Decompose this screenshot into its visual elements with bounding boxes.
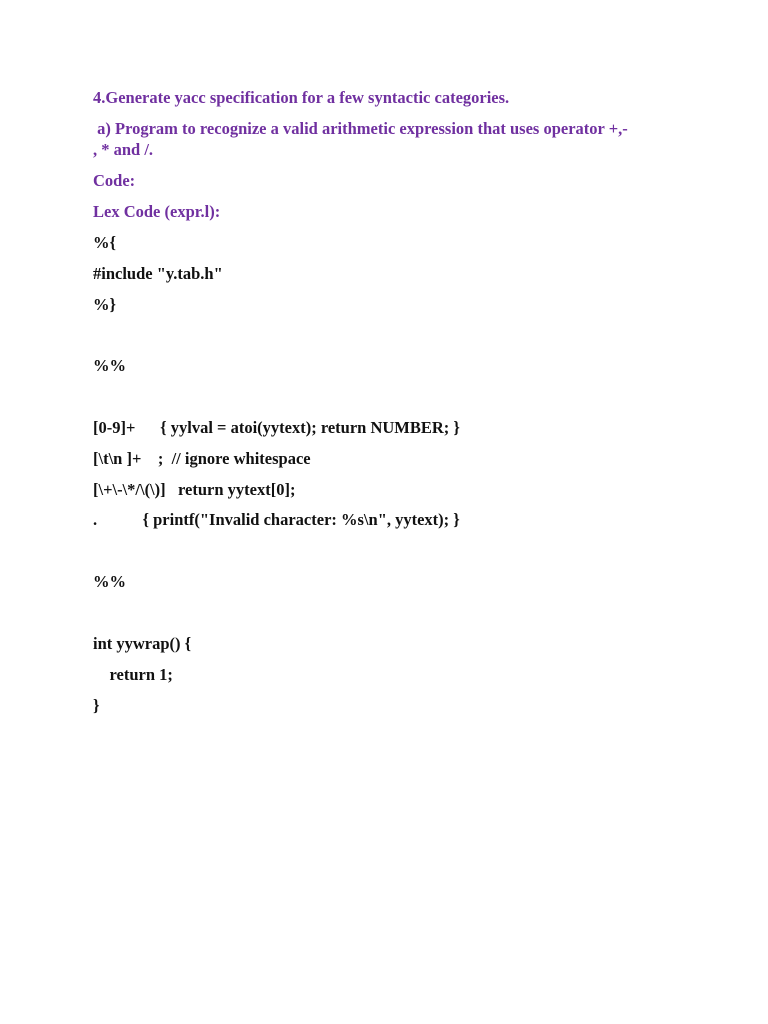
code-label: Code:: [93, 171, 136, 190]
code-line: return 1;: [93, 665, 173, 684]
code-line: int yywrap() {: [93, 634, 192, 653]
code-line: }: [93, 696, 100, 715]
lex-code-label: Lex Code (expr.l):: [93, 202, 221, 221]
subheading-line-1: a) Program to recognize a valid arithmetic expression that uses operator +,-: [93, 119, 628, 138]
subheading-line-2: , * and /.: [93, 140, 154, 159]
code-line: . { printf("Invalid character: %s\n", yytext); }: [93, 510, 460, 529]
code-line: %{: [93, 233, 117, 252]
code-line: #include "y.tab.h": [93, 264, 223, 283]
code-line: [\+\-\*/\(\)] return yytext[0];: [93, 480, 296, 499]
code-line: %%: [93, 356, 126, 375]
code-line: [\t\n ]+ ; // ignore whitespace: [93, 449, 311, 468]
code-line: %}: [93, 295, 117, 314]
document-heading: 4.Generate yacc specification for a few syntactic categories.: [93, 88, 510, 107]
code-line: %%: [93, 572, 126, 591]
code-line: [0-9]+ { yylval = atoi(yytext); return NUMBER; }: [93, 418, 460, 437]
